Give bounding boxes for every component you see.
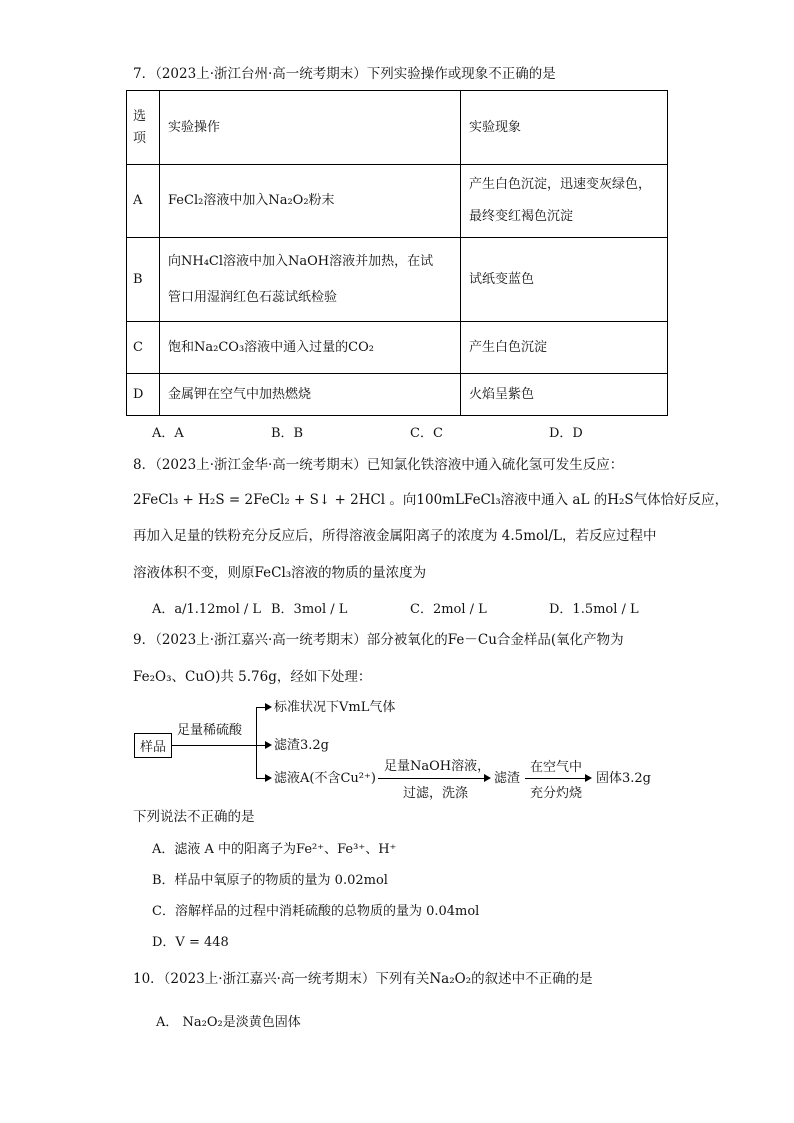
q9-choice-b[interactable]: B．样品中氧原子的物质的量为 0.02mol [152, 873, 388, 888]
flow-line [525, 778, 585, 779]
header-option: 选项 [127, 91, 160, 165]
flow-solid: 固体3.2g [596, 771, 651, 786]
q10-choice-a[interactable]: A． Na₂O₂是淡黄色固体 [156, 1015, 301, 1030]
q9-choice-a[interactable]: A．滤液 A 中的阳离子为Fe²⁺、Fe³⁺、H⁺ [152, 842, 397, 857]
flow-filtrate: 滤液A(不含Cu²⁺) [274, 771, 376, 786]
q9-choice-c[interactable]: C．溶解样品的过程中消耗硫酸的总物质的量为 0.04mol [152, 904, 480, 919]
table-row [127, 238, 668, 322]
flow-naoh: 足量NaOH溶液， [384, 759, 491, 774]
arrow-icon [265, 741, 272, 749]
flow-burn: 充分灼烧 [530, 786, 583, 801]
q9-stem: 9．（2023上·浙江嘉兴·高一统考期末）部分被氧化的Fe－Cu合金样品(氧化产物为 [133, 632, 624, 648]
row-phenomenon: 产生白色沉淀 [461, 322, 668, 374]
q9-choice-d[interactable]: D．V = 448 [152, 935, 229, 950]
q7-stem: 7．（2023上·浙江台州·高一统考期末）下列实验操作或现象不正确的是 [133, 66, 556, 82]
row-operation: FeCl₂溶液中加入Na₂O₂粉末 [160, 165, 461, 238]
q7-choice-d[interactable]: D．D [549, 426, 583, 441]
q7-table [126, 90, 668, 416]
table-row [127, 165, 668, 238]
arrow-icon [265, 774, 272, 782]
flow-line [172, 745, 256, 746]
header-phenomenon: 实验现象 [461, 91, 668, 165]
row-phenomenon: 试纸变蓝色 [461, 238, 668, 322]
flow-acid-label: 足量稀硫酸 [177, 723, 243, 738]
q10-stem: 10．（2023上·浙江嘉兴·高一统考期末）下列有关Na₂O₂的叙述中不正确的是 [133, 971, 593, 987]
row-operation: 饱和Na₂CO₃溶液中通入过量的CO₂ [160, 322, 461, 374]
table-row [127, 322, 668, 374]
q9-prompt: 下列说法不正确的是 [133, 809, 255, 825]
q7-choice-c[interactable]: C．C [410, 426, 443, 441]
q8-choice-a[interactable]: A．a/1.12mol / L [152, 602, 262, 617]
arrow-icon [265, 703, 272, 711]
flow-sample-box: 样品 [134, 733, 172, 758]
table-row [127, 374, 668, 416]
flow-line [378, 778, 484, 779]
row-operation: 向NH₄Cl溶液中加入NaOH溶液并加热，在试 管口用湿润红色石蕊试纸检验 [160, 238, 461, 322]
row-option: B [127, 238, 160, 322]
q9-line2: Fe₂O₃、CuO)共 5.76g，经如下处理： [133, 669, 372, 685]
flow-residue2: 滤渣 [494, 771, 521, 786]
flow-branch-line [256, 707, 257, 778]
q8-choice-c[interactable]: C．2mol / L [410, 602, 487, 617]
header-operation: 实验操作 [160, 91, 461, 165]
q8-choice-b[interactable]: B．3mol / L [271, 602, 348, 617]
flow-air: 在空气中 [530, 760, 583, 775]
q8-line3: 再加入足量的铁粉充分反应后，所得溶液金属阳离子的浓度为 4.5mol/L，若反应过程中 [133, 528, 657, 544]
q8-line4: 溶液体积不变，则原FeCl₃溶液的物质的量浓度为 [133, 565, 427, 581]
row-option: A [127, 165, 160, 238]
flow-gas: 标准状况下VmL气体 [274, 700, 396, 715]
row-phenomenon: 产生白色沉淀，迅速变灰绿色， 最终变红褐色沉淀 [461, 165, 668, 238]
arrow-icon [585, 774, 592, 782]
q7-choice-a[interactable]: A．A [152, 426, 184, 441]
row-operation: 金属钾在空气中加热燃烧 [160, 374, 461, 416]
row-phenomenon: 火焰呈紫色 [461, 374, 668, 416]
q7-choice-b[interactable]: B．B [271, 426, 304, 441]
q8-line2: 2FeCl₃ + H₂S = 2FeCl₂ + S↓ + 2HCl 。向100mLFeCl₃溶液中通入 aL 的H₂S气体恰好反应， [133, 492, 729, 508]
row-option: D [127, 374, 160, 416]
flow-filter: 过滤，洗涤 [403, 786, 469, 801]
flow-residue1: 滤渣3.2g [274, 738, 329, 753]
arrow-icon [484, 774, 491, 782]
q8-choice-d[interactable]: D．1.5mol / L [549, 602, 639, 617]
row-option: C [127, 322, 160, 374]
q8-stem: 8．（2023上·浙江金华·高一统考期末）已知氯化铁溶液中通入硫化氢可发生反应： [133, 457, 624, 473]
table-header-row [127, 91, 668, 165]
